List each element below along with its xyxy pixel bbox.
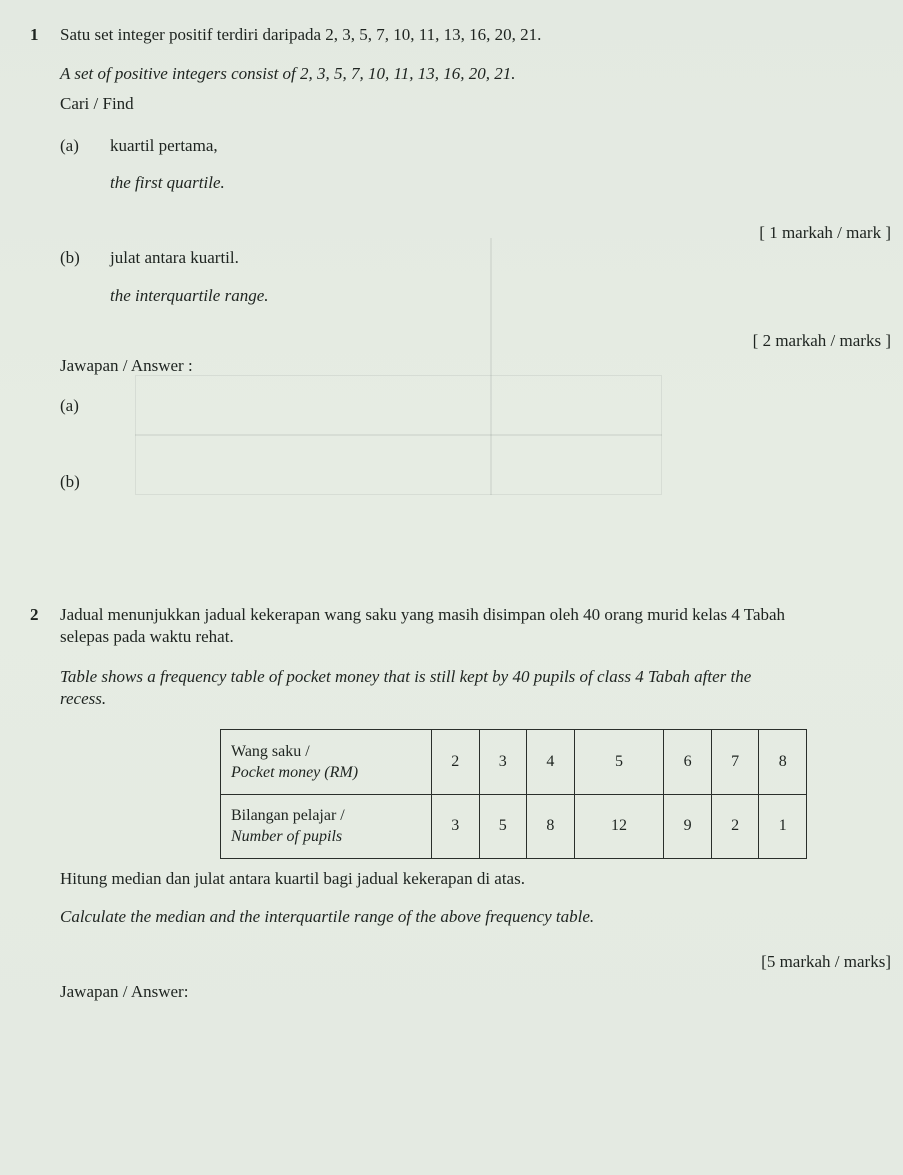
part-a-label: (a) — [60, 136, 79, 155]
pupils-cell: 2 — [711, 794, 759, 859]
pupils-cell: 12 — [574, 794, 664, 859]
pupils-cell: 9 — [664, 794, 712, 859]
question-1-stem-malay: Satu set integer positif terdiri daripada 2, 3, 5, 7, 10, 11, 13, 16, 20, 21. — [60, 25, 542, 44]
show-through-line — [490, 238, 492, 495]
number-of-pupils-header-english: Number of pupils — [231, 828, 343, 846]
part-a-malay: kuartil pertama, — [110, 136, 218, 155]
pupils-cell: 1 — [759, 794, 807, 859]
pocket-money-header-malay: Wang saku / — [231, 742, 310, 760]
answer-part-b-label: (b) — [60, 472, 80, 491]
pocket-money-cell: 2 — [432, 730, 480, 795]
question-2-marks: [5 markah / marks] — [761, 952, 891, 971]
part-a-english: the first quartile. — [110, 173, 225, 192]
question-1-stem-english: A set of positive integers consist of 2, 3, 5, 7, 10, 11, 13, 16, 20, 21. — [60, 64, 516, 83]
frequency-table — [220, 729, 807, 859]
pocket-money-cell: 7 — [711, 730, 759, 795]
table-row-number-of-pupils — [221, 794, 807, 859]
question-2-stem-english-line2: recess. — [60, 689, 107, 708]
pupils-cell: 3 — [432, 794, 480, 859]
pocket-money-cell: 3 — [479, 730, 527, 795]
pocket-money-cell: 4 — [527, 730, 575, 795]
pupils-cell: 8 — [527, 794, 575, 859]
find-label: Cari / Find — [60, 94, 134, 113]
number-of-pupils-header — [221, 794, 432, 859]
pocket-money-header — [221, 730, 432, 795]
pocket-money-header-english: Pocket money (RM) — [231, 763, 359, 781]
answer-part-a-label: (a) — [60, 396, 79, 415]
part-b-label: (b) — [60, 248, 80, 267]
question-2-stem-malay-line2: selepas pada waktu rehat. — [60, 627, 234, 646]
pocket-money-cell: 6 — [664, 730, 712, 795]
question-1-number: 1 — [30, 25, 39, 44]
question-2-stem-malay-line1: Jadual menunjukkan jadual kekerapan wang saku yang masih disimpan oleh 40 orang murid kelas 4 Tabah — [60, 605, 786, 624]
pocket-money-cell: 8 — [759, 730, 807, 795]
question-2-stem-english-line1: Table shows a frequency table of pocket money that is still kept by 40 pupils of class 4 Tabah after the — [60, 667, 752, 686]
question-2-task-english: Calculate the median and the interquartile range of the above frequency table. — [60, 907, 595, 926]
question-1-answer-label: Jawapan / Answer : — [60, 356, 193, 375]
number-of-pupils-header-malay: Bilangan pelajar / — [231, 807, 345, 825]
question-2-answer-label: Jawapan / Answer: — [60, 982, 189, 1001]
question-2-number: 2 — [30, 605, 39, 624]
part-b-marks: [ 2 markah / marks ] — [752, 331, 891, 350]
table-row-pocket-money — [221, 730, 807, 795]
pupils-cell: 5 — [479, 794, 527, 859]
part-a-marks: [ 1 markah / mark ] — [759, 223, 891, 242]
part-b-english: the interquartile range. — [110, 286, 269, 305]
part-b-malay: julat antara kuartil. — [110, 248, 239, 267]
question-2-task-malay: Hitung median dan julat antara kuartil bagi jadual kekerapan di atas. — [60, 869, 525, 888]
show-through-line — [135, 434, 662, 436]
pocket-money-cell: 5 — [574, 730, 664, 795]
